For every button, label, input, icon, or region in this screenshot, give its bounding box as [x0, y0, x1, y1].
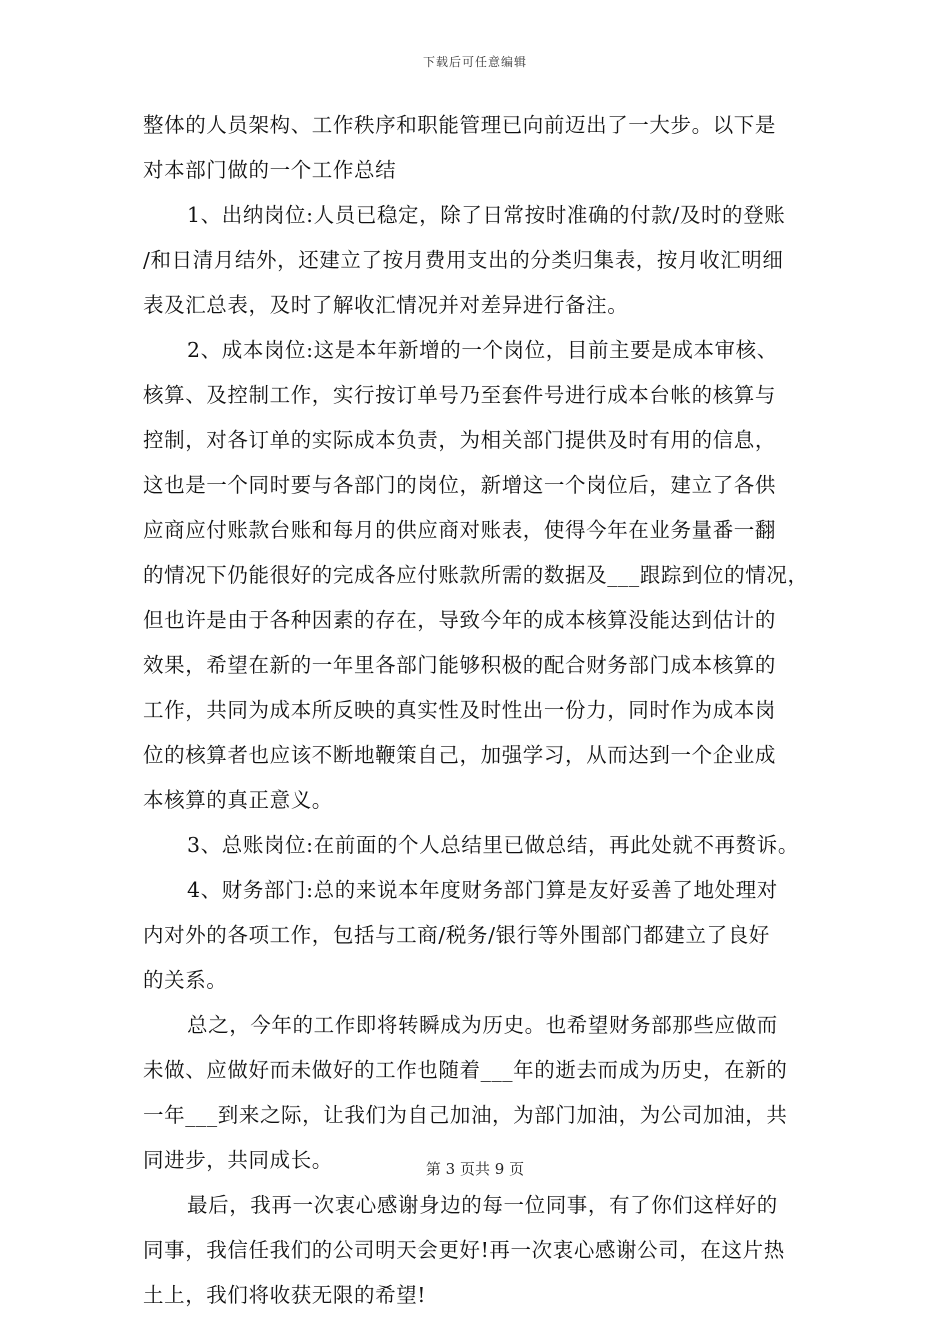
text-line: 未做、应做好而未做好的工作也随着___年的逝去而成为历史，在新的: [143, 1058, 788, 1082]
text-line: 同事，我信任我们的公司明天会更好!再一次衷心感谢公司，在这片热: [143, 1238, 785, 1262]
text-line: 但也许是由于各种因素的存在，导致今年的成本核算没能达到估计的: [143, 608, 776, 632]
page-header: 下载后可任意编辑: [422, 55, 527, 69]
text-line: 表及汇总表，及时了解收汇情况并对差异进行备注。: [143, 293, 629, 317]
text-line: /和日清月结外，还建立了按月费用支出的分类归集表，按月收汇明细: [143, 248, 784, 272]
text-line: 4、财务部门:总的来说本年度财务部门算是友好妥善了地处理对: [187, 878, 778, 902]
text-line: 内对外的各项工作，包括与工商/税务/银行等外围部门都建立了良好: [143, 923, 770, 947]
text-line: 本核算的真正意义。: [143, 788, 333, 812]
text-line: 的关系。: [143, 968, 228, 992]
text-line: 的情况下仍能很好的完成各应付账款所需的数据及___跟踪到位的情况，: [143, 563, 809, 587]
text-line: 1、出纳岗位:人员已稳定，除了日常按时准确的付款/及时的登账: [187, 203, 786, 227]
text-line: 最后，我再一次衷心感谢身边的每一位同事，有了你们这样好的: [187, 1193, 778, 1217]
text-line: 同进步，共同成长。: [143, 1148, 333, 1172]
text-line: 位的核算者也应该不断地鞭策自己，加强学习，从而达到一个企业成: [143, 743, 776, 767]
text-line: 对本部门做的一个工作总结: [143, 158, 397, 182]
text-line: 3、总账岗位:在前面的个人总结里已做总结，再此处就不再赘诉。: [187, 833, 799, 857]
text-line: 这也是一个同时要与各部门的岗位，新增这一个岗位后，建立了各供: [143, 473, 776, 497]
text-line: 应商应付账款台账和每月的供应商对账表，使得今年在业务量番一翻: [143, 518, 776, 542]
document-body: [143, 103, 823, 1318]
text-line: 总之，今年的工作即将转瞬成为历史。也希望财务部那些应做而: [187, 1013, 778, 1037]
text-line: 土上，我们将收获无限的希望!: [143, 1283, 427, 1307]
text-line: 控制，对各订单的实际成本负责，为相关部门提供及时有用的信息，: [143, 428, 776, 452]
page-number: 第 3 页共 9 页: [425, 1160, 525, 1178]
text-line: 效果，希望在新的一年里各部门能够积极的配合财务部门成本核算的: [143, 653, 776, 677]
text-line: 整体的人员架构、工作秩序和职能管理已向前迈出了一大步。以下是: [143, 113, 776, 137]
text-line: 核算、及控制工作，实行按订单号乃至套件号进行成本台帐的核算与: [143, 383, 776, 407]
text-line: 一年___到来之际，让我们为自己加油，为部门加油，为公司加油，共: [143, 1103, 788, 1127]
text-line: 工作，共同为成本所反映的真实性及时性出一份力，同时作为成本岗: [143, 698, 776, 722]
text-line: 2、成本岗位:这是本年新增的一个岗位，目前主要是成本审核、: [187, 338, 778, 362]
